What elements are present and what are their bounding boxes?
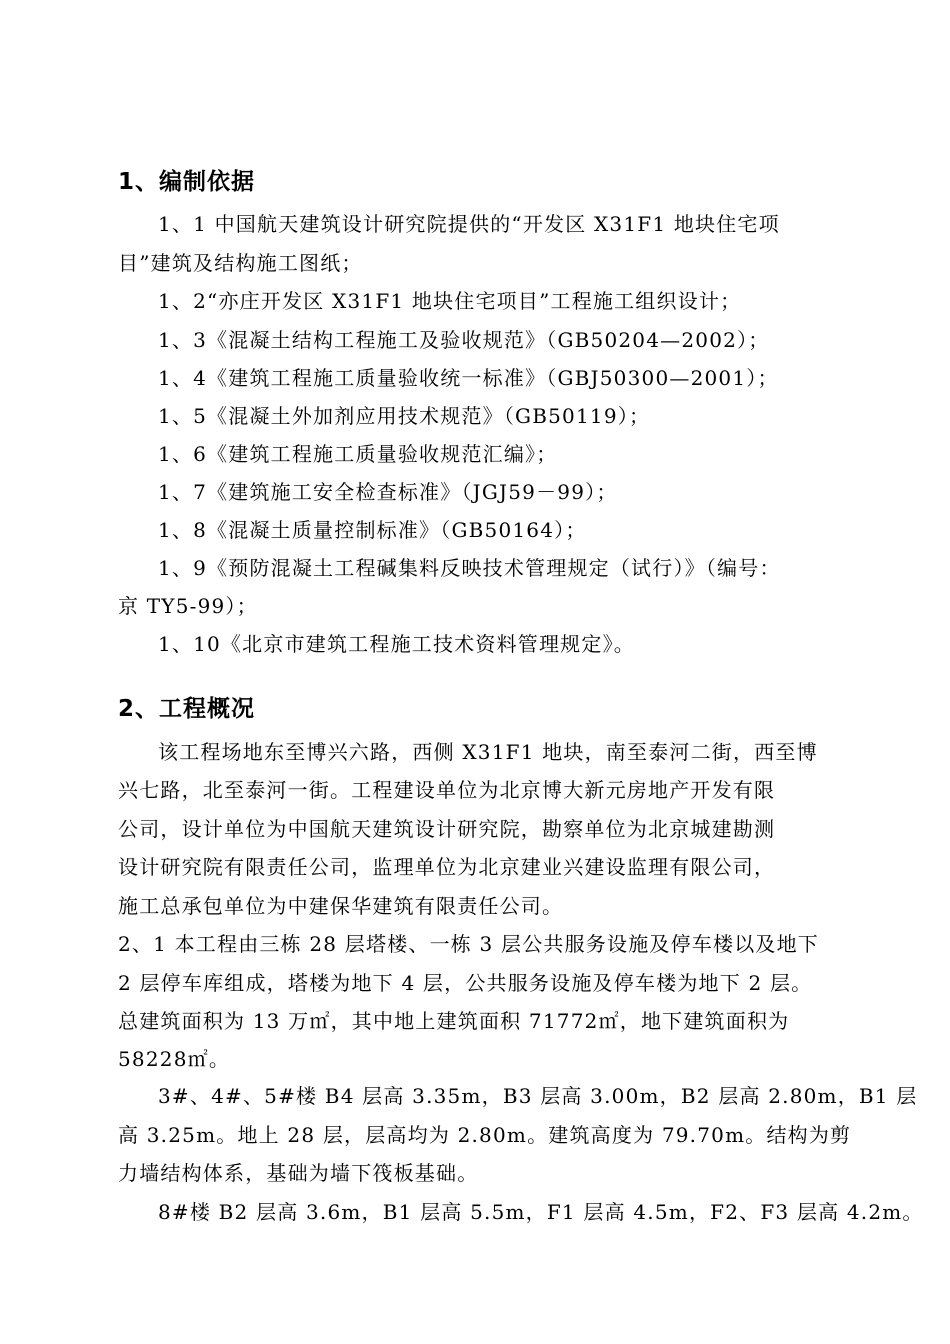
overview-para-1-line-5: 施工总承包单位为中建保华建筑有限责任公司。 — [118, 894, 564, 918]
basis-item-6: 1、6《建筑工程施工质量验收规范汇编》； — [158, 442, 558, 466]
basis-item-5: 1、5《混凝土外加剂应用技术规范》（GB50119）； — [158, 404, 651, 428]
overview-para-1-line-2: 兴七路，北至泰河一街。工程建设单位为北京博大新元房地产开发有限 — [118, 778, 776, 802]
section-2-heading: 2、工程概况 — [118, 696, 256, 722]
basis-item-2: 1、2“亦庄开发区 X31F1 地块住宅项目”工程施工组织设计； — [158, 289, 742, 313]
overview-para-2-line-2: 2 层停车库组成，塔楼为地下 4 层，公共服务设施及停车楼为地下 2 层。 — [118, 971, 813, 995]
basis-item-1-line-2: 目”建筑及结构施工图纸； — [118, 251, 363, 275]
overview-para-2-line-4: 58228㎡。 — [118, 1047, 231, 1071]
basis-item-9-line-1: 1、9《预防混凝土工程碱集料反映技术管理规定（试行）》（编号： — [158, 556, 781, 580]
basis-item-9-line-2: 京 TY5-99）； — [118, 594, 258, 618]
overview-para-2-line-1: 2、1 本工程由三栋 28 层塔楼、一栋 3 层公共服务设施及停车楼以及地下 — [118, 932, 820, 956]
basis-item-3: 1、3《混凝土结构工程施工及验收规范》（GB50204—2002）； — [158, 328, 770, 352]
basis-item-10: 1、10《北京市建筑工程施工技术资料管理规定》。 — [158, 632, 635, 656]
basis-item-1-line-1: 1、1 中国航天建筑设计研究院提供的“开发区 X31F1 地块住宅项 — [158, 212, 780, 236]
basis-item-4: 1、4《建筑工程施工质量验收统一标准》（GBJ50300—2001）； — [158, 366, 779, 390]
overview-para-1-line-1: 该工程场地东至博兴六路，西侧 X31F1 地块，南至泰河二街，西至博 — [158, 740, 818, 764]
basis-item-8: 1、8《混凝土质量控制标准》（GB50164）； — [158, 518, 587, 542]
overview-para-2-line-3: 总建筑面积为 13 万㎡，其中地上建筑面积 71772㎡，地下建筑面积为 — [118, 1009, 790, 1033]
section-1-heading: 1、编制依据 — [118, 169, 256, 195]
overview-para-3-line-1: 3#、4#、5#楼 B4 层高 3.35m，B3 层高 3.00m，B2 层高 2.80m，B1 层 — [158, 1084, 918, 1108]
overview-para-4-line-1: 8#楼 B2 层高 3.6m，B1 层高 5.5m，F1 层高 4.5m，F2、F3 层高 4.2m。 — [158, 1200, 924, 1224]
overview-para-3-line-3: 力墙结构体系，基础为墙下筏板基础。 — [118, 1161, 479, 1185]
overview-para-3-line-2: 高 3.25m。地上 28 层，层高均为 2.80m。建筑高度为 79.70m。结构为剪 — [118, 1123, 852, 1147]
basis-item-7: 1、7《建筑施工安全检查标准》（JGJ59－99）； — [158, 480, 618, 504]
overview-para-1-line-4: 设计研究院有限责任公司，监理单位为北京建业兴建设监理有限公司， — [118, 855, 776, 879]
overview-para-1-line-3: 公司，设计单位为中国航天建筑设计研究院，勘察单位为北京城建勘测 — [118, 817, 776, 841]
